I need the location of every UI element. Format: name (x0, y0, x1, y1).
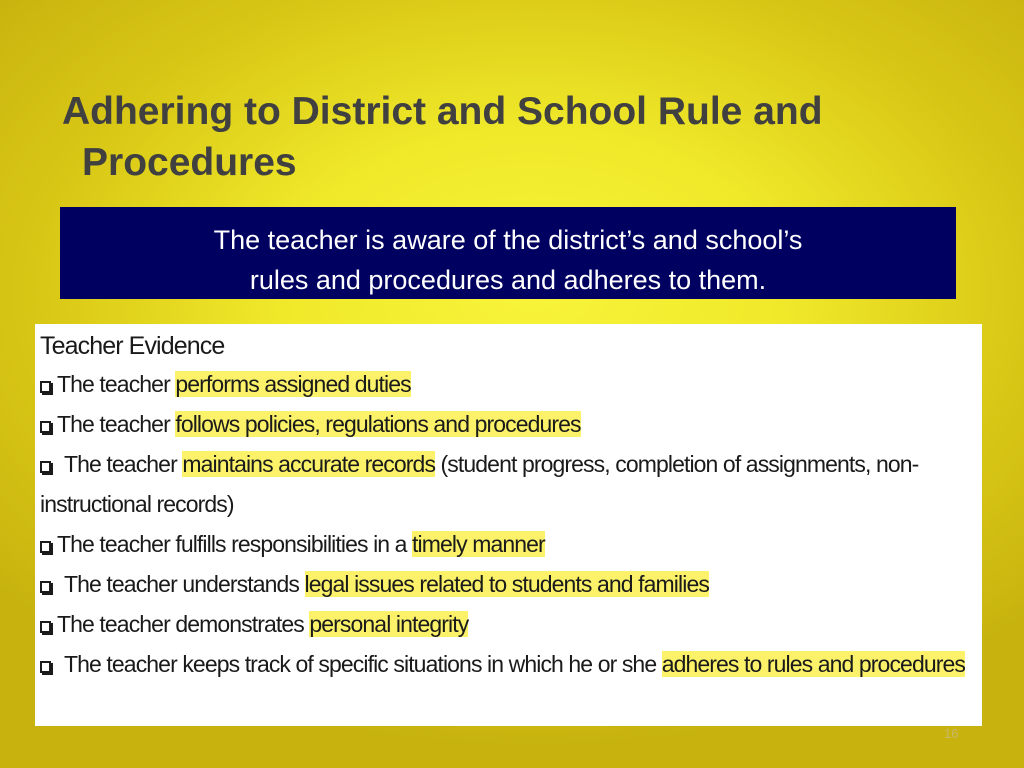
evidence-text: The teacher understands (64, 571, 305, 597)
evidence-item-adheres-to-rules (40, 644, 982, 684)
evidence-highlight: follows policies, regulations and procedures (175, 411, 581, 437)
evidence-highlight: legal issues related to students and families (304, 571, 709, 597)
slide-title-line-1: Adhering to District and School Rule and (62, 90, 823, 133)
checkbox-bullet-icon (40, 581, 51, 593)
teacher-evidence-panel (35, 324, 982, 726)
checkbox-bullet-icon (40, 661, 51, 673)
evidence-highlight: personal integrity (309, 611, 469, 637)
evidence-item-legal-issues (40, 564, 982, 604)
evidence-text: The teacher demonstrates (57, 611, 310, 637)
slide-number: 16 (944, 726, 959, 741)
evidence-text: The teacher (57, 371, 176, 397)
evidence-heading: Teacher Evidence (40, 332, 225, 360)
evidence-highlight: performs assigned duties (175, 371, 411, 397)
evidence-highlight: maintains accurate records (182, 451, 436, 477)
evidence-highlight: adheres to rules and procedures (661, 651, 965, 677)
evidence-item-assigned-duties (40, 364, 982, 404)
definition-line-1: The teacher is aware of the district’s and school’s (213, 225, 803, 255)
evidence-item-policies (40, 404, 982, 444)
evidence-text: The teacher keeps track of specific situations in which he or she (64, 651, 662, 677)
evidence-item-timely-manner (40, 524, 982, 564)
checkbox-bullet-icon (40, 421, 51, 433)
checkbox-bullet-icon (40, 541, 51, 553)
evidence-item-records (40, 444, 982, 524)
evidence-text-suffix: (student progress, completion of assignments, non-instructional records) (40, 451, 919, 517)
definition-box (60, 207, 956, 299)
evidence-item-personal-integrity (40, 604, 982, 644)
checkbox-bullet-icon (40, 381, 51, 393)
checkbox-bullet-icon (40, 461, 51, 473)
checkbox-bullet-icon (40, 621, 51, 633)
evidence-text: The teacher (57, 411, 176, 437)
evidence-text: The teacher fulfills responsibilities in a (57, 531, 413, 557)
definition-line-2: rules and procedures and adheres to them. (249, 265, 767, 295)
evidence-text: The teacher (64, 451, 183, 477)
slide-title-line-2: Procedures (82, 141, 297, 184)
evidence-highlight: timely manner (412, 531, 545, 557)
slide-title (62, 86, 982, 188)
